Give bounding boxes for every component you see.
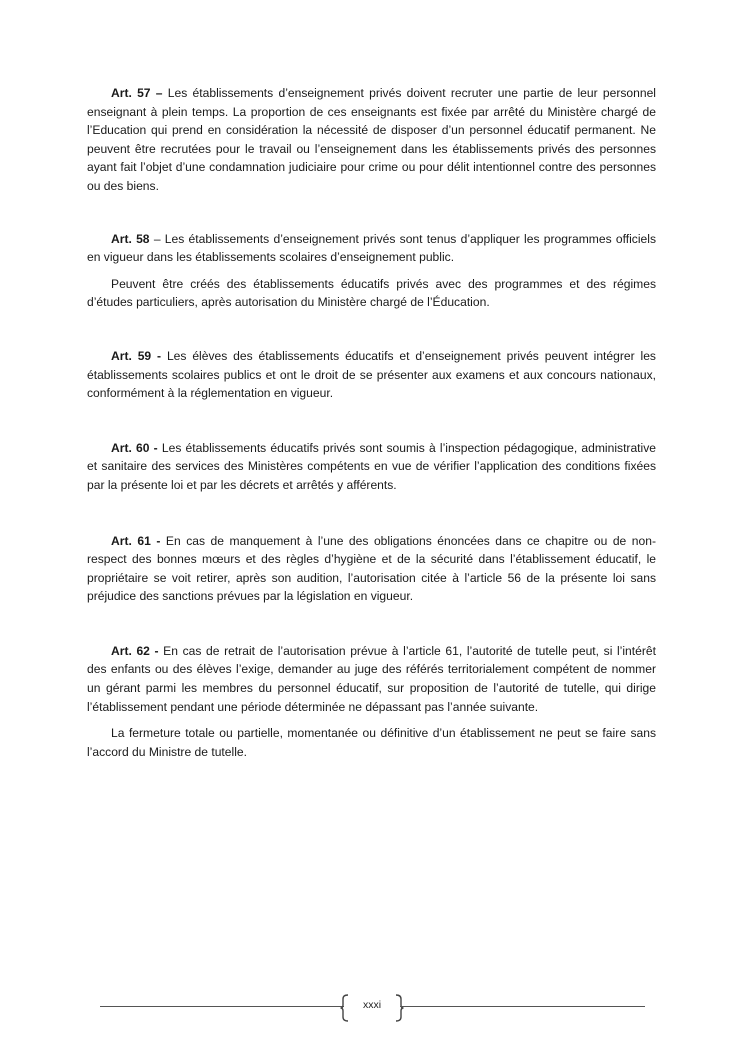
article-text: Peuvent être créés des établissements éducatifs privés avec des programmes et des régimes d’études particuliers, après autorisation du Ministère chargé de l’Éducation. (87, 276, 656, 310)
right-brace-icon (394, 994, 404, 1022)
article-text: Les élèves des établissements éducatifs et d’enseignement privés peuvent intégrer les établissements scolaires publics et ont le droit de se présenter aux examens et aux concours nationaux, conformément à la réglementation en vigueur. (87, 348, 656, 401)
article-paragraph (87, 84, 656, 196)
article-text: Les établissements d’enseignement privés doivent recruter une partie de leur personnel enseignant à plein temps. La proportion de ces enseignants est fixée par arrêté du Ministère chargé de l’Education qui prend en considération la nécessité de disposer d’un personnel éducatif permanent. Ne peuvent être recrutées pour le travail ou l’enseignement dans les établissements privés des personnes ayant fait l’objet d’une condamnation judiciaire pour crime ou pour délit intentionnel contre des personnes ou des biens. (87, 86, 656, 193)
page-number: xxxi (362, 999, 382, 1011)
article-57 (87, 84, 656, 196)
article-61 (87, 532, 656, 606)
article-paragraph (87, 230, 656, 267)
footer-rule-right (400, 1006, 645, 1007)
article-label: Art. 62 - (111, 643, 159, 658)
article-59 (87, 347, 656, 403)
article-label: Art. 60 - (111, 440, 158, 455)
page-footer (100, 992, 645, 1022)
footer-rule-left (100, 1006, 344, 1007)
article-label: Art. 57 – (111, 86, 163, 100)
article-label: Art. 58 (111, 231, 150, 246)
article-paragraph (87, 532, 656, 606)
article-paragraph (87, 642, 656, 716)
article-label: Art. 61 - (111, 533, 161, 548)
article-text: La fermeture totale ou partielle, momentanée ou définitive d’un établissement ne peut se faire sans l’accord du Ministre de tutelle. (87, 726, 656, 759)
article-paragraph (87, 275, 656, 312)
article-text: En cas de retrait de l’autorisation prévue à l’article 61, l’autorité de tutelle peut, si l’intérêt des enfants ou des élèves l’exige, demander au juge des référés territorialement compétent de nommer un gérant parmi les membres du personnel éducatif, sur proposition de l’autorité de tutelle, qui dirige l’établissement pendant une période déterminée ne dépassant pas l’année suivante. (87, 643, 656, 714)
document-body (87, 84, 656, 761)
article-paragraph (87, 439, 656, 495)
article-text: En cas de manquement à l’une des obligations énoncées dans ce chapitre ou de non-respect des bonnes mœurs et des règles d’hygiène et de la sécurité dans l’établissement éducatif, le propriétaire se voit retirer, après son audition, l’autorisation citée à l’article 56 de la présente loi sans préjudice des sanctions prévues par la législation en vigueur. (87, 533, 656, 604)
article-paragraph (87, 724, 656, 761)
article-62 (87, 642, 656, 762)
article-paragraph (87, 347, 656, 403)
article-58 (87, 230, 656, 312)
article-60 (87, 439, 656, 495)
article-label: Art. 59 - (111, 348, 162, 363)
article-text: – Les établissements d’enseignement privés sont tenus d’appliquer les programmes officiels en vigueur dans les établissements scolaires d’enseignement public. (87, 231, 656, 265)
article-text: Les établissements éducatifs privés sont soumis à l’inspection pédagogique, administrative et sanitaire des services des Ministères compétents en vue de vérifier l’application des conditions fixées par la présente loi et par les décrets et arrêtés y afférents. (87, 440, 656, 492)
